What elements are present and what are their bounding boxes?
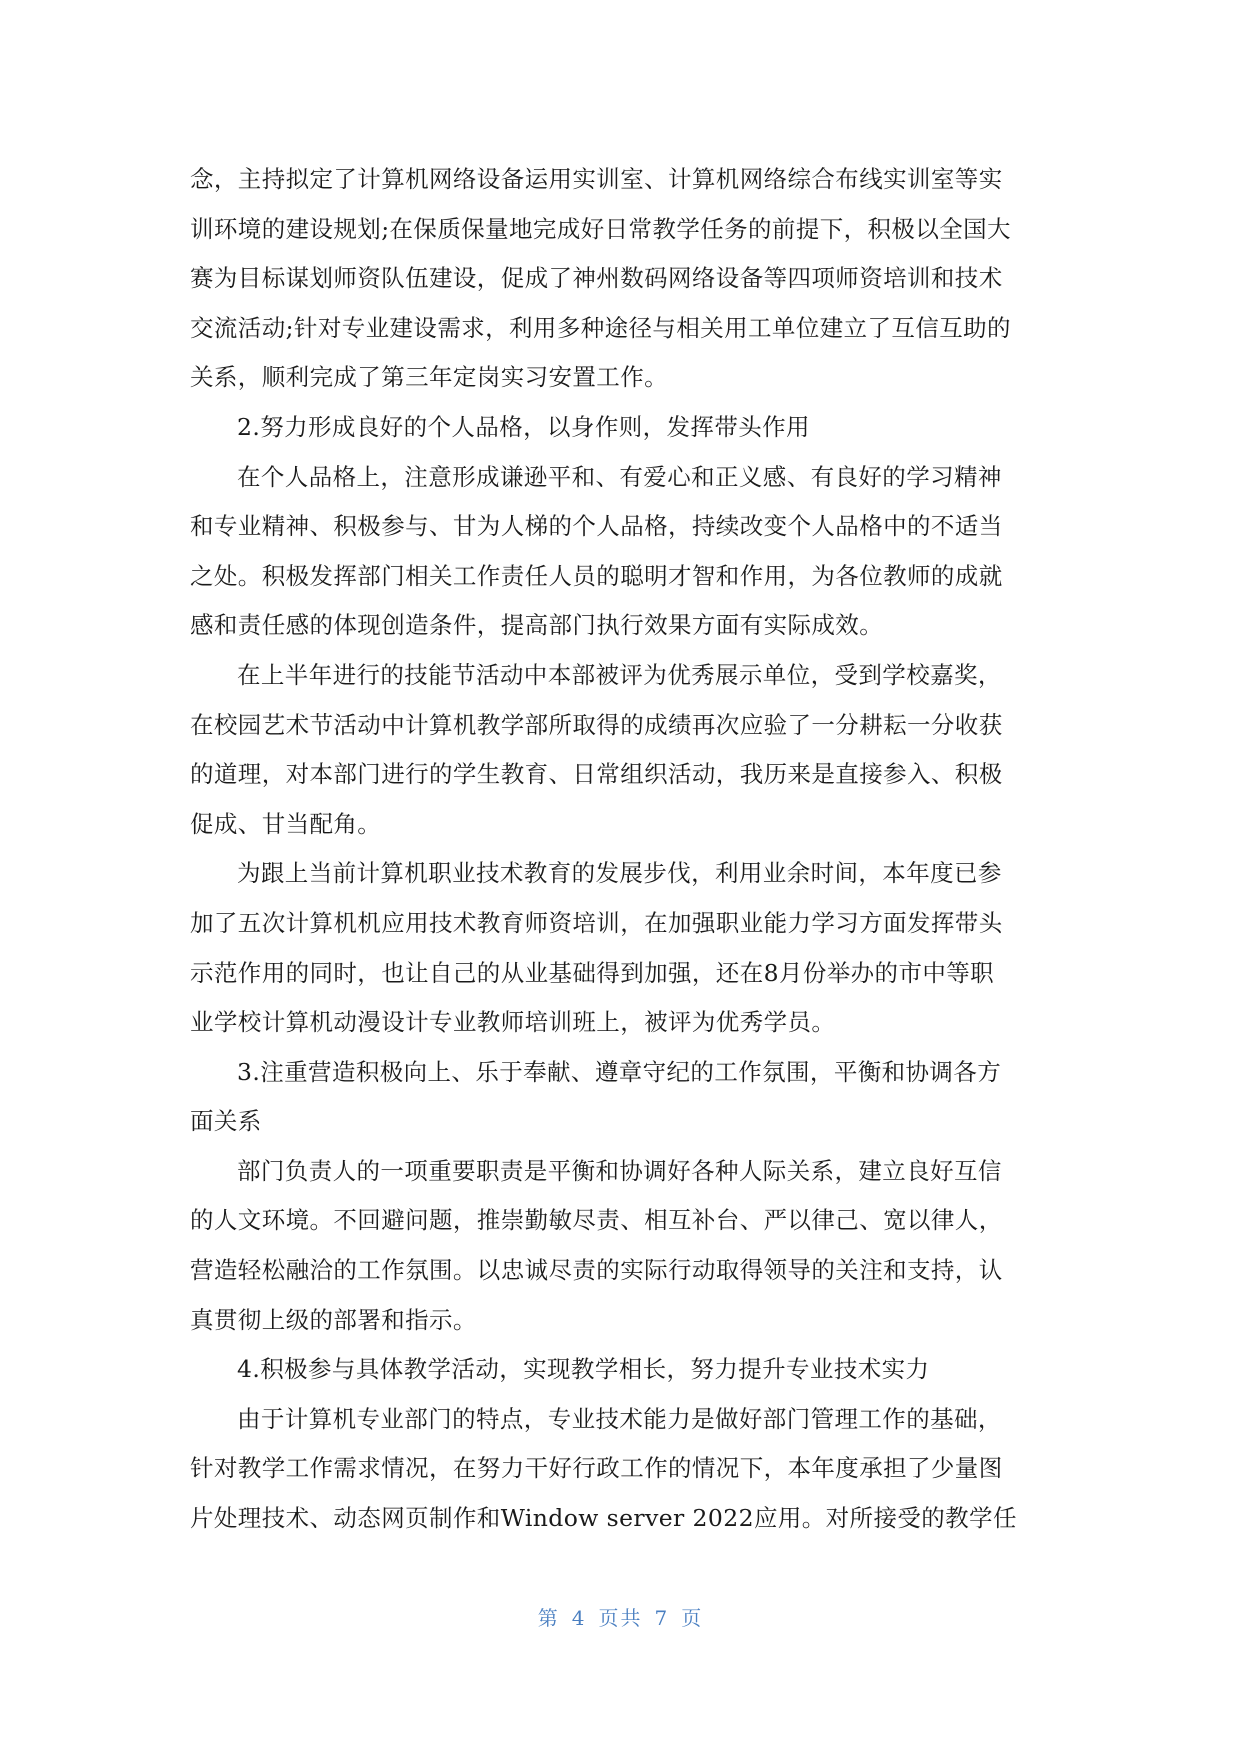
text-line: 示范作用的同时，也让自己的从业基础得到加强，还在8月份举办的市中等职: [190, 958, 995, 987]
text-line: 赛为目标谋划师资队伍建设，促成了神州数码网络设备等四项师资培训和技术: [190, 264, 1003, 293]
text-line: 训环境的建设规划;在保质保量地完成好日常教学任务的前提下，积极以全国大: [190, 214, 1011, 243]
text-line: 念，主持拟定了计算机网络设备运用实训室、计算机网络综合布线实训室等实: [190, 165, 1003, 193]
text-line: 加了五次计算机机应用技术教育师资培训，在加强职业能力学习方面发挥带头: [190, 908, 1003, 937]
text-line: 交流活动;针对专业建设需求，利用多种途径与相关用工单位建立了互信互助的: [190, 313, 1011, 342]
text-line: 和专业精神、积极参与、甘为人梯的个人品格，持续改变个人品格中的不适当: [190, 512, 1003, 541]
text-line: 的人文环境。不回避问题，推崇勤敏尽责、相互补台、严以律己、宽以律人，: [190, 1206, 1003, 1235]
footer-label-of: 页共: [598, 1606, 643, 1630]
page-footer: [0, 1602, 1241, 1631]
text-line: 针对教学工作需求情况，在努力干好行政工作的情况下，本年度承担了少量图: [190, 1454, 1003, 1483]
text-line: 由于计算机专业部门的特点，专业技术能力是做好部门管理工作的基础，: [237, 1404, 1002, 1433]
footer-current-page: 4: [571, 1606, 587, 1630]
text-line: 部门负责人的一项重要职责是平衡和协调好各种人际关系，建立良好互信: [237, 1156, 1002, 1185]
footer-label-page: 第: [537, 1606, 560, 1630]
document-body: [190, 155, 1052, 1544]
text-line: 关系，顺利完成了第三年定岗实习安置工作。: [190, 363, 668, 392]
text-line: 在校园艺术节活动中计算机教学部所取得的成绩再次应验了一分耕耘一分收获: [190, 710, 1003, 739]
section-heading-3-cont: 面关系: [190, 1107, 262, 1136]
footer-total-pages: 7: [654, 1606, 670, 1630]
text-line: 促成、甘当配角。: [190, 809, 382, 838]
text-line: 片处理技术、动态网页制作和Window server 2022应用。对所接受的教学任: [190, 1504, 1017, 1533]
footer-label-end: 页: [681, 1606, 704, 1630]
text-line: 之处。积极发挥部门相关工作责任人员的聪明才智和作用，为各位教师的成就: [190, 561, 1003, 590]
text-line: 为跟上当前计算机职业技术教育的发展步伐，利用业余时间，本年度已参: [237, 859, 1002, 888]
text-line: 感和责任感的体现创造条件，提高部门执行效果方面有实际成效。: [190, 611, 884, 640]
text-line: 在上半年进行的技能节活动中本部被评为优秀展示单位，受到学校嘉奖，: [237, 660, 1002, 689]
text-line: 营造轻松融洽的工作氛围。以忠诚尽责的实际行动取得领导的关注和支持，认: [190, 1256, 1003, 1285]
text-line: 在个人品格上，注意形成谦逊平和、有爱心和正义感、有良好的学习精神: [237, 462, 1002, 491]
section-heading-4: 4.积极参与具体教学活动，实现教学相长，努力提升专业技术实力: [237, 1355, 930, 1384]
text-line: 真贯彻上级的部署和指示。: [190, 1305, 477, 1334]
text-line: 业学校计算机动漫设计专业教师培训班上，被评为优秀学员。: [190, 1008, 836, 1037]
section-heading-2: 2.努力形成良好的个人品格，以身作则，发挥带头作用: [237, 412, 810, 441]
section-heading-3: 3.注重营造积极向上、乐于奉献、遵章守纪的工作氛围，平衡和协调各方: [237, 1057, 1002, 1086]
text-line: 的道理，对本部门进行的学生教育、日常组织活动，我历来是直接参入、积极: [190, 760, 1003, 789]
